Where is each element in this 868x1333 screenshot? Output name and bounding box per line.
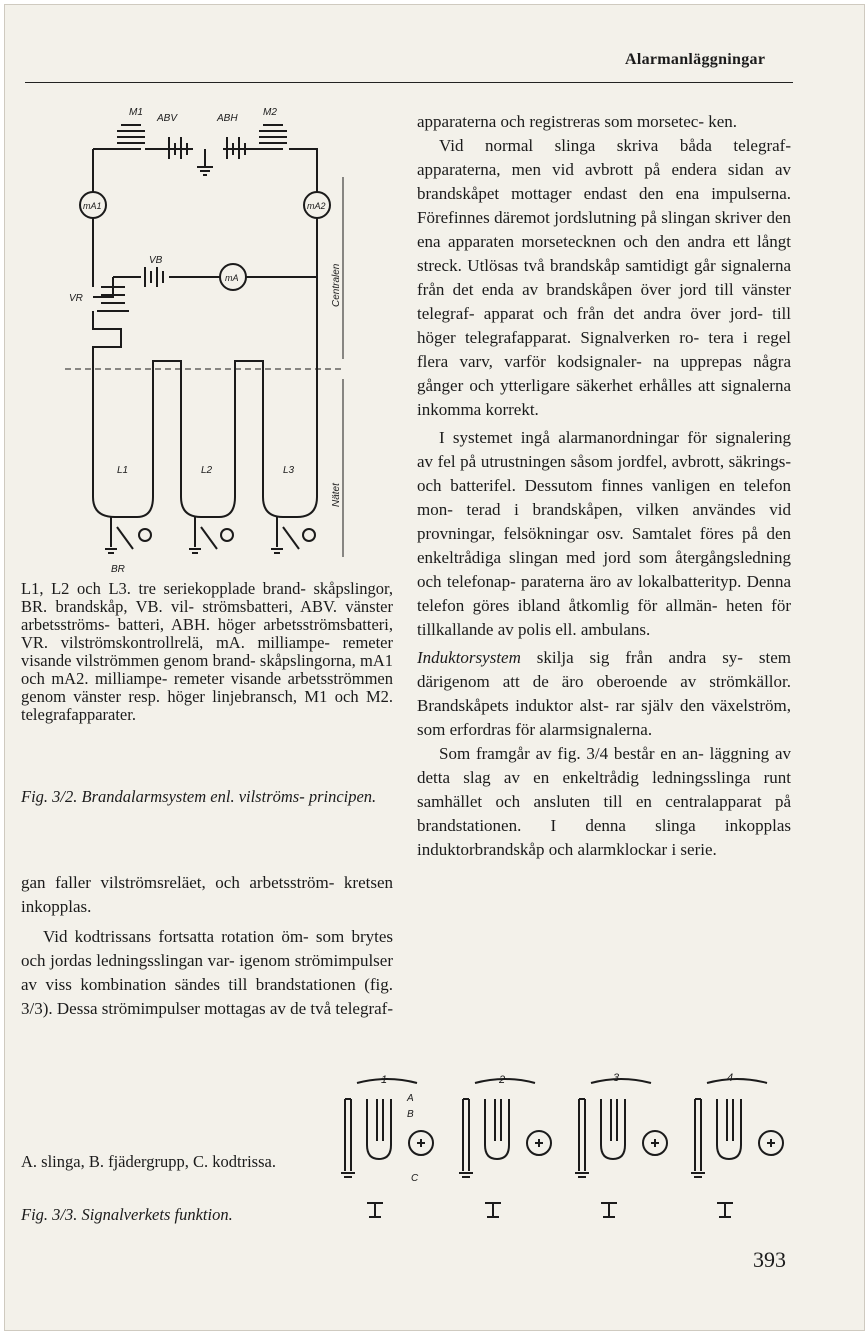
label-natet: Nätet (331, 483, 342, 507)
label-b: B (407, 1109, 414, 1120)
header-rule (25, 82, 793, 83)
label-ma2: mA2 (307, 201, 326, 211)
label-stage-1: 1 (381, 1074, 388, 1086)
page-number: 393 (753, 1247, 786, 1272)
running-title: Alarmanläggningar (625, 51, 766, 68)
label-abv: ABV (157, 113, 178, 124)
paragraph-rest: skilja sig från andra sy- stem därigenom att de äro oberoende av strömkällor. Brandskåpets induktor alst- rar själv den växelström, som erfordras för alarmsignalerna. (417, 648, 791, 739)
stage-3 (575, 1079, 667, 1217)
paragraph: Som framgår av fig. 3/4 består en an- läggning av detta slag av en enkeltrådig ledningsslinga runt samhället och ansluten till en centralapparat på brandstationen. I denna slinga inkopplas induktorbrandskåp och alarmklockar i serie. (417, 744, 791, 859)
signal-mechanism-fig-3-3 (327, 1069, 797, 1229)
term-induktorsystem: Induktorsystem (417, 648, 521, 667)
paragraph (417, 646, 791, 742)
label-stage-2: 2 (499, 1074, 506, 1086)
label-a: A (407, 1093, 414, 1104)
paragraph: apparaterna och registreras som morsetec- ken. (417, 112, 738, 131)
label-abh: ABH (217, 113, 238, 124)
label-ma: mA (225, 273, 239, 283)
label-ma1: mA1 (83, 201, 102, 211)
figure-2-title: Fig. 3/3. Signalverkets funktion. (21, 1205, 233, 1224)
figure-caption: L1, L2 och L3. tre seriekopplade brand- skåpslingor, BR. brandskåp, VB. vil- strömsbatteri, ABV. vänster arbetsströms- batteri, ABH. höger arbetsströmsbatteri, VR. vilströmskontrollrelä, mA. milliampe- remeter visande vilströmmen genom brand- skåpslingorna, mA1 och mA2. milliampe- remeter visande arbetsströmmen genom vänster resp. höger linjebransch, M1 och M2. telegrafapparater. (21, 579, 393, 724)
figure-2-caption: A. slinga, B. fjädergrupp, C. kodtrissa. (21, 1152, 276, 1171)
label-br: BR (111, 564, 125, 575)
figure-title: Fig. 3/2. Brandalarmsystem enl. vilströms- principen. (21, 787, 377, 806)
label-l1: L1 (117, 465, 129, 476)
book-page (4, 4, 865, 1331)
paragraph: gan faller vilströmsreläet, och arbetsström- kretsen inkopplas. (21, 873, 393, 916)
stage-2 (459, 1079, 551, 1217)
label-c: C (411, 1173, 419, 1184)
label-vb: VB (149, 255, 163, 266)
left-column-text (21, 871, 393, 1021)
label-l2: L2 (201, 465, 213, 476)
label-vr: VR (69, 293, 83, 304)
paragraph: Vid normal slinga skriva båda telegraf- apparaterna, men vid avbrott på endera sidan av brandskåpet mottager endast den ena impulserna. Förefinnes däremot jordslutning på slingan skriver den ena apparaten morsetecknen och den andra ett långt streck. Utlösas två brandskåp samtidigt går signalerna från det enda av brandskåpen över jord till vänster telegraf- apparat och från det andra över jord- till höger telegrafapparat. Signalverken ro- tera i regel flera varv, varför kodsignaler- na upprepas några gånger och ytterligare säkerhet erhålles att signalerna inkomma korrekt. (417, 136, 791, 419)
label-m1: M1 (129, 107, 143, 118)
paragraph: I systemet ingå alarmanordningar för signalering av fel på utrustningen såsom jordfel, avbrott, säkrings- och batterifel. Dessutom finnes vanligen en telefon mon- terad i brandskåpen, vilken användes vid provningar, felsökningar osv. Samtalet föres på den enkeltrådiga slingan med jord som återgångsledning och telefonap- paraterna äro av lokalbatterityp. Denna telefon göres ibland åtkomlig för allmän- heten för tillkallande av polis ell. ambulans. (417, 428, 791, 639)
label-centralen: Centralen (331, 263, 342, 307)
right-column-text (417, 110, 791, 862)
stage-1 (341, 1079, 433, 1217)
label-m2: M2 (263, 107, 277, 118)
circuit-diagram-fig-3-2 (45, 97, 365, 577)
paragraph: Vid kodtrissans fortsatta rotation öm- som brytes och jordas ledningsslingan var- igenom strömimpulser av viss kombination sändes till brandstationen (fig. 3/3). Dessa strömimpulser mottagas av de två telegraf- (21, 927, 393, 1018)
label-l3: L3 (283, 465, 295, 476)
label-stage-3: 3 (613, 1072, 620, 1084)
stage-4 (691, 1079, 783, 1217)
label-stage-4: 4 (727, 1072, 734, 1084)
